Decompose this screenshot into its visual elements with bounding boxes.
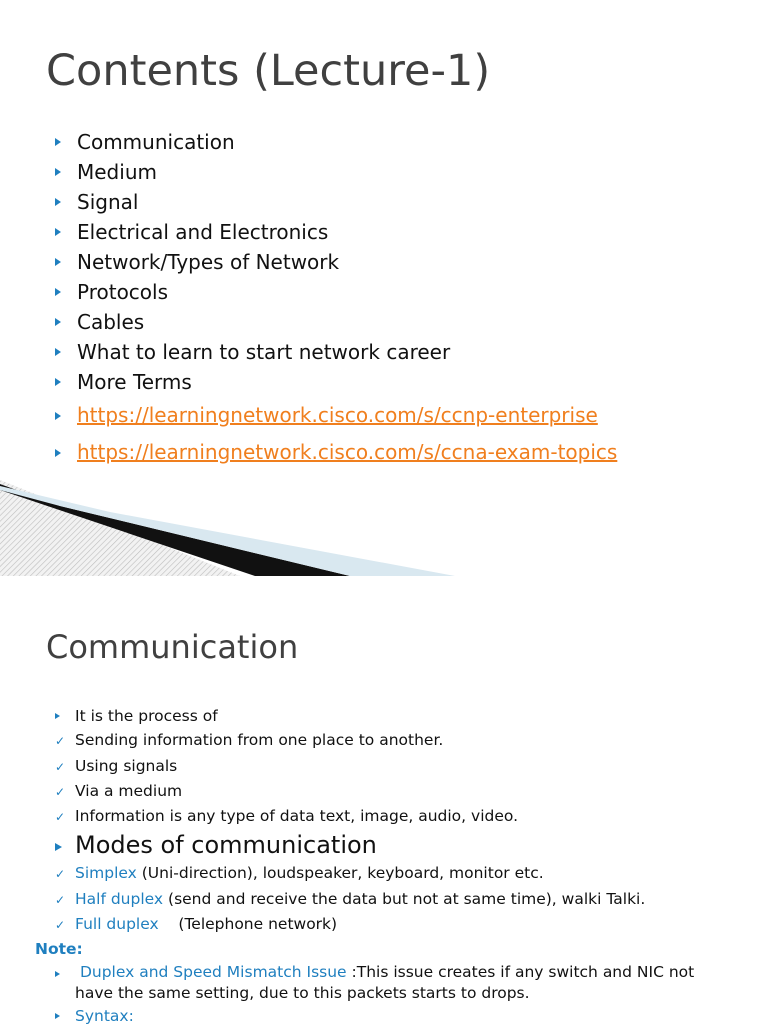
- bullet-arrow-icon: [55, 971, 60, 977]
- ccnp-enterprise-link[interactable]: https://learningnetwork.cisco.com/s/ccnp-enterprise: [77, 403, 598, 427]
- list-item: Duplex and Speed Mismatch Issue :This issue creates if any switch and NIC not have the same setting, due to this packets starts to drops.: [55, 962, 735, 1004]
- bullet-arrow-icon: [55, 412, 61, 420]
- bullet-arrow-icon: [55, 258, 61, 266]
- checkmark-icon: ✓: [55, 734, 66, 749]
- bullet-arrow-icon: [55, 168, 61, 176]
- slide-title: Communication: [46, 628, 299, 666]
- modes-heading: Modes of communication: [55, 829, 735, 861]
- list-item: Protocols: [55, 277, 617, 307]
- checkmark-icon: ✓: [55, 918, 66, 933]
- link-item-ccna: [55, 434, 617, 471]
- checkmark-icon: ✓: [55, 784, 66, 799]
- bullet-arrow-icon: [55, 449, 61, 457]
- checkmark-icon: ✓: [55, 810, 66, 825]
- bullet-arrow-icon: [55, 348, 61, 356]
- decorative-swoosh: [0, 470, 768, 576]
- link-item-ccnp: [55, 397, 617, 434]
- slide-communication: [0, 576, 768, 1024]
- list-item: ✓ Simplex (Uni-direction), loudspeaker, keyboard, monitor etc.: [55, 864, 544, 883]
- bullet-arrow-icon: [55, 318, 61, 326]
- list-item: Electrical and Electronics: [55, 217, 617, 247]
- list-item: ✓ Half duplex (send and receive the data but not at same time), walki Talki.: [55, 889, 646, 908]
- list-item: ✓ Using signals: [55, 756, 178, 775]
- list-item: ✓ Full duplex (Telephone network): [55, 915, 338, 934]
- list-item: Network/Types of Network: [55, 247, 617, 277]
- checkmark-icon: ✓: [55, 892, 66, 907]
- list-item: What to learn to start network career: [55, 337, 617, 367]
- list-item: More Terms: [55, 367, 617, 397]
- note-label: Note:: [35, 940, 83, 959]
- list-item: ✓ Sending information from one place to another.: [55, 731, 444, 750]
- communication-list: [35, 704, 735, 1024]
- slide-title: Contents (Lecture-1): [46, 46, 491, 96]
- checkmark-icon: ✓: [55, 867, 66, 882]
- ccna-exam-topics-link[interactable]: https://learningnetwork.cisco.com/s/ccna-exam-topics: [77, 440, 618, 464]
- list-item: Cables: [55, 307, 617, 337]
- bullet-arrow-icon: [55, 138, 61, 146]
- bullet-arrow-icon: [55, 1013, 60, 1019]
- checkmark-icon: ✓: [55, 759, 66, 774]
- bullet-arrow-icon: [55, 713, 60, 719]
- list-item: It is the process of: [55, 704, 735, 728]
- bullet-arrow-icon: [55, 198, 61, 206]
- list-item: ✓ Information is any type of data text, image, audio, video.: [55, 807, 519, 826]
- bullet-arrow-icon: [55, 288, 61, 296]
- list-item: ✓ Via a medium: [55, 781, 183, 800]
- bullet-arrow-icon: [55, 378, 61, 386]
- bullet-arrow-icon: [55, 228, 61, 236]
- list-item: Syntax:: [55, 1004, 735, 1024]
- bullet-arrow-icon: [55, 843, 62, 851]
- list-item: Signal: [55, 187, 617, 217]
- list-item: Medium: [55, 157, 617, 187]
- contents-list: [55, 127, 617, 471]
- list-item: Communication: [55, 127, 617, 157]
